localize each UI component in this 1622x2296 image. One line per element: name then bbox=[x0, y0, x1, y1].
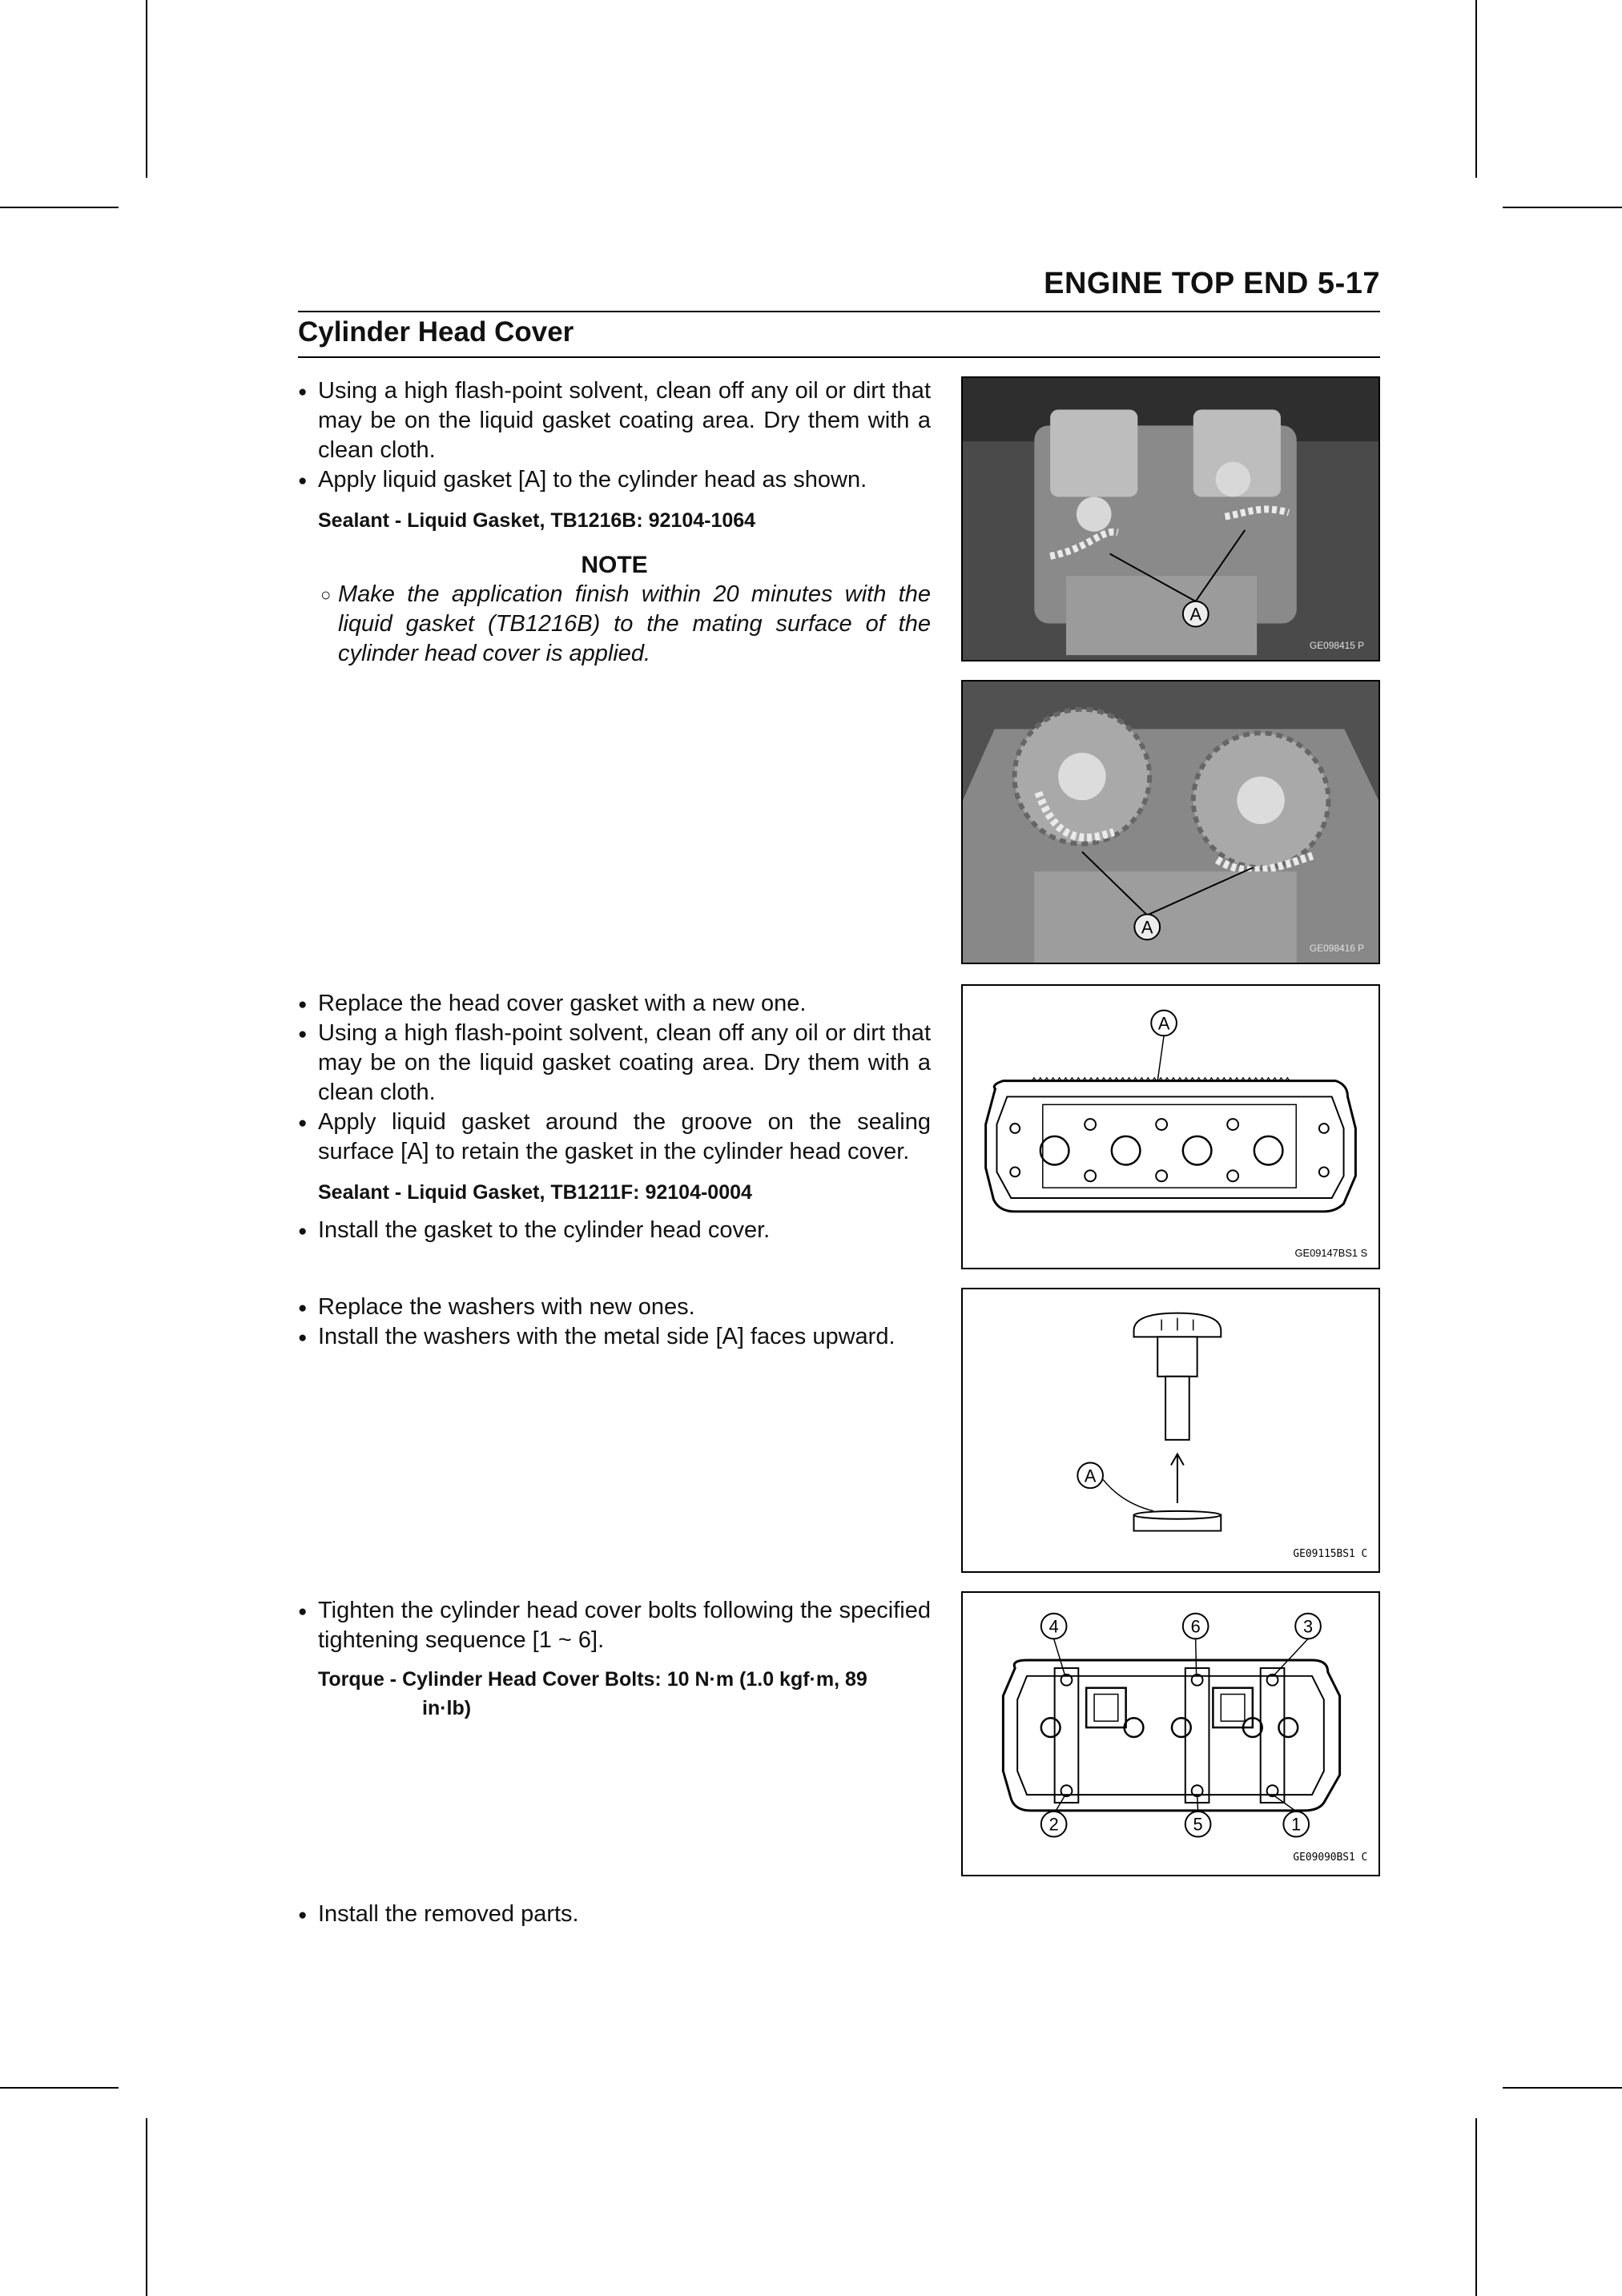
bullet-item: ● Replace the washers with new ones. bbox=[298, 1293, 931, 1322]
sequence-label-1: 1 bbox=[1291, 1814, 1302, 1835]
crop-mark bbox=[146, 0, 147, 178]
figure-washer bbox=[961, 1288, 1380, 1573]
figure-label-a: A bbox=[1141, 917, 1153, 938]
sequence-label-2: 2 bbox=[1048, 1814, 1059, 1835]
crop-mark bbox=[1503, 2087, 1622, 2089]
crop-mark bbox=[1475, 0, 1477, 178]
crop-mark bbox=[0, 207, 119, 208]
page-header-title: ENGINE TOP END 5-17 bbox=[1044, 267, 1380, 300]
torque-spec bbox=[298, 1665, 931, 1723]
bullet-item: ● Apply liquid gasket [A] to the cylinder head as shown. bbox=[298, 465, 931, 495]
bullet-item: ● Using a high flash-point solvent, clean off any oil or dirt that may be on the liquid gasket coating area. Dry them with a clean cloth. bbox=[298, 376, 931, 465]
crop-mark bbox=[1503, 207, 1622, 208]
bullet-item: ● Using a high flash-point solvent, clean off any oil or dirt that may be on the liquid gasket coating area. Dry them with a clean cloth. bbox=[298, 1019, 931, 1108]
sequence-label-6: 6 bbox=[1190, 1616, 1201, 1637]
sequence-label-4: 4 bbox=[1048, 1616, 1059, 1637]
head-cover-gasket-diagram bbox=[963, 986, 1378, 1268]
note-text: ○ Make the application finish within 20 minutes with the liquid gasket (TB1216B) to the mating surface of the cylinder head cover is applied. bbox=[298, 580, 931, 669]
figure-tightening-sequence bbox=[961, 1591, 1380, 1876]
figure-label-a: A bbox=[1157, 1013, 1170, 1034]
crop-mark bbox=[1475, 2118, 1477, 2296]
crop-mark bbox=[0, 2087, 119, 2089]
sequence-label-5: 5 bbox=[1193, 1814, 1203, 1835]
bullet-item: ● Apply liquid gasket around the groove on the sealing surface [A] to retain the gasket in the cylinder head cover. bbox=[298, 1108, 931, 1167]
instruction-block-4 bbox=[298, 1596, 931, 1723]
bullet-item: ● Replace the head cover gasket with a new one. bbox=[298, 989, 931, 1019]
bullet-item: ● Install the removed parts. bbox=[298, 1900, 931, 1929]
figure-label-a: A bbox=[1189, 604, 1202, 625]
bullet-item: ● Install the gasket to the cylinder head cover. bbox=[298, 1216, 931, 1245]
instruction-block-2 bbox=[298, 989, 931, 1245]
figure-code: GE098415 P bbox=[1309, 640, 1365, 652]
tightening-sequence-diagram bbox=[963, 1593, 1378, 1875]
engine-photo-illustration bbox=[963, 682, 1378, 963]
figure-code: GE09147BS1 S bbox=[1294, 1247, 1368, 1260]
header-rule bbox=[298, 311, 1380, 312]
instruction-block-3 bbox=[298, 1293, 931, 1352]
figure-head-cover-gasket bbox=[961, 984, 1380, 1269]
crop-mark bbox=[146, 2118, 147, 2296]
torque-spec-line2: in·lb) bbox=[422, 1697, 472, 1719]
section-rule bbox=[298, 356, 1380, 358]
section-title: Cylinder Head Cover bbox=[298, 316, 574, 348]
washer-bolt-diagram bbox=[963, 1289, 1378, 1571]
note-heading: NOTE bbox=[581, 552, 648, 578]
instruction-block-1 bbox=[298, 376, 931, 669]
engine-photo-illustration bbox=[963, 378, 1378, 660]
sealant-spec: Sealant - Liquid Gasket, TB1216B: 92104-1064 bbox=[318, 509, 756, 532]
figure-label-a: A bbox=[1084, 1466, 1097, 1486]
instruction-block-5 bbox=[298, 1900, 931, 1929]
figure-code: GE09090BS1 C bbox=[1293, 1852, 1368, 1864]
sequence-label-3: 3 bbox=[1302, 1616, 1314, 1637]
bullet-item: ● Install the washers with the metal side [A] faces upward. bbox=[298, 1322, 931, 1352]
torque-spec-line1: Torque - Cylinder Head Cover Bolts: 10 N·m (1.0 kgf·m, 89 bbox=[318, 1668, 867, 1691]
sealant-spec: Sealant - Liquid Gasket, TB1211F: 92104-0004 bbox=[318, 1181, 752, 1204]
figure-photo-1 bbox=[961, 376, 1380, 661]
figure-code: GE09115BS1 C bbox=[1293, 1548, 1368, 1561]
figure-code: GE098416 P bbox=[1309, 943, 1365, 955]
bullet-item: ● Tighten the cylinder head cover bolts following the specified tightening sequence [1 ~ 6]. bbox=[298, 1596, 931, 1655]
figure-photo-2 bbox=[961, 680, 1380, 964]
